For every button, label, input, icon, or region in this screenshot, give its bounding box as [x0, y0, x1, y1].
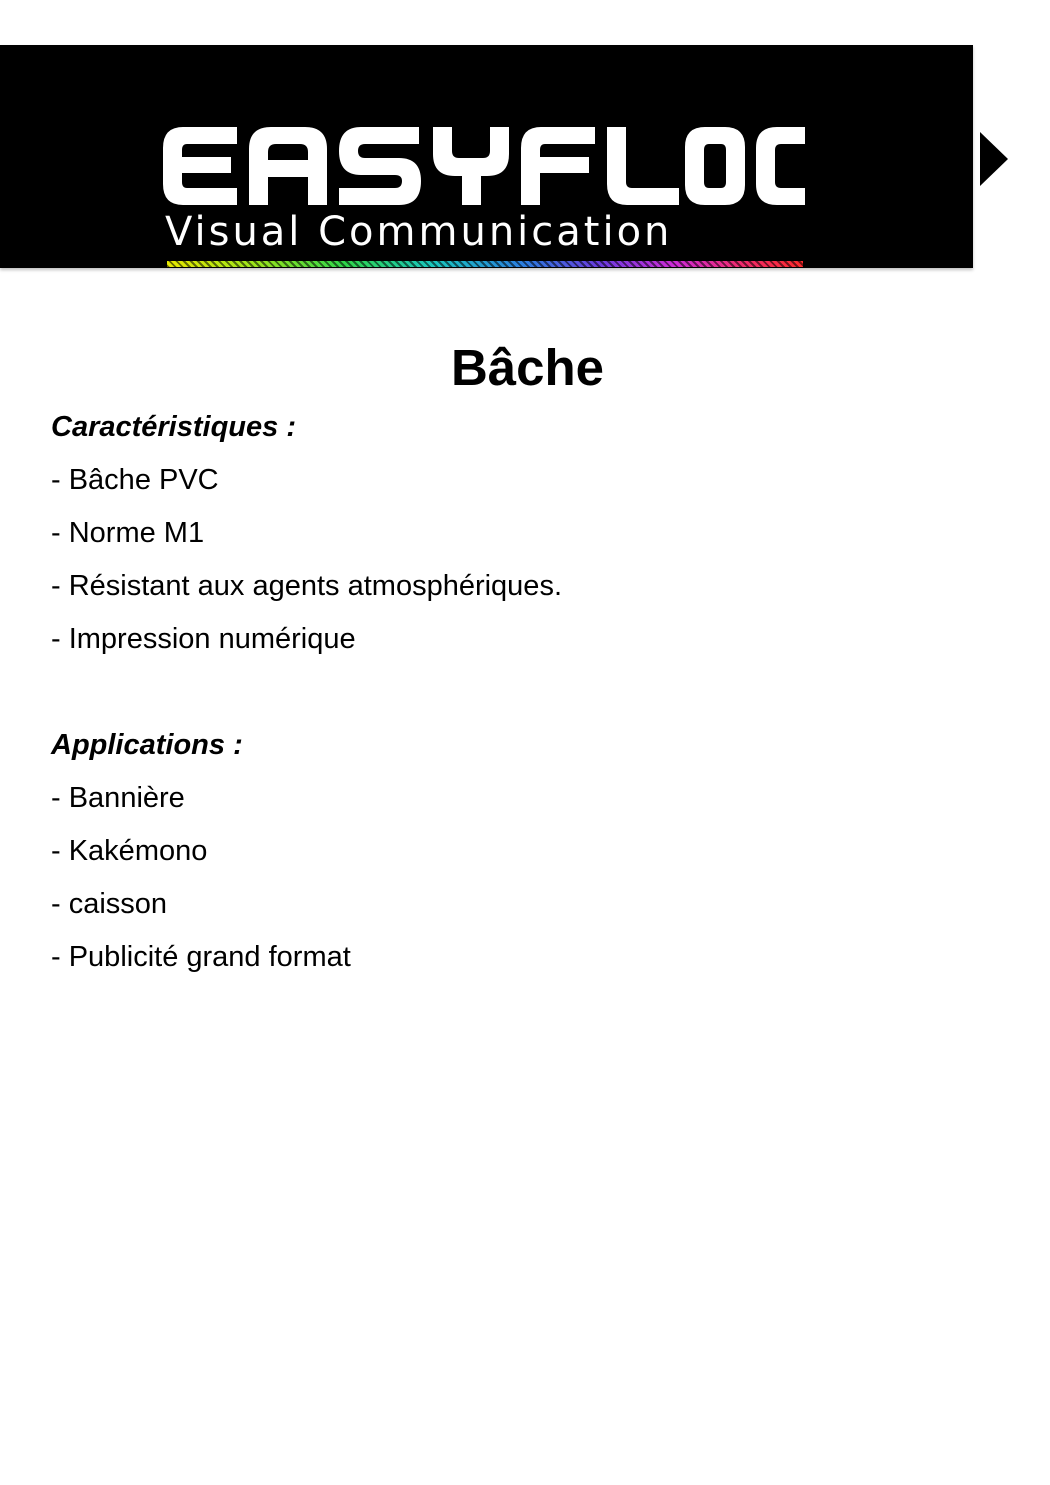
page-title: Bâche [450, 339, 605, 396]
characteristics-heading: Caractéristiques : [51, 411, 296, 443]
list-item: - Norme M1 [51, 517, 205, 549]
applications-heading: Applications : [51, 729, 243, 761]
list-item: - Publicité grand format [51, 941, 351, 973]
list-item: - Bannière [51, 782, 185, 814]
applications-list [51, 780, 351, 992]
header-banner [0, 45, 973, 268]
characteristics-list [51, 462, 562, 674]
list-item: - Impression numérique [51, 623, 356, 655]
list-item: - Résistant aux agents atmosphériques. [51, 570, 562, 602]
triangle-right-icon[interactable] [979, 131, 1009, 187]
logo-tagline: Visual Communication [165, 209, 673, 255]
list-item: - caisson [51, 888, 168, 920]
logo-rainbow-underline [167, 261, 803, 267]
easyfloc-logo-c [163, 127, 805, 205]
list-item: - Bâche PVC [51, 464, 219, 496]
list-item: - Kakémono [51, 835, 208, 867]
